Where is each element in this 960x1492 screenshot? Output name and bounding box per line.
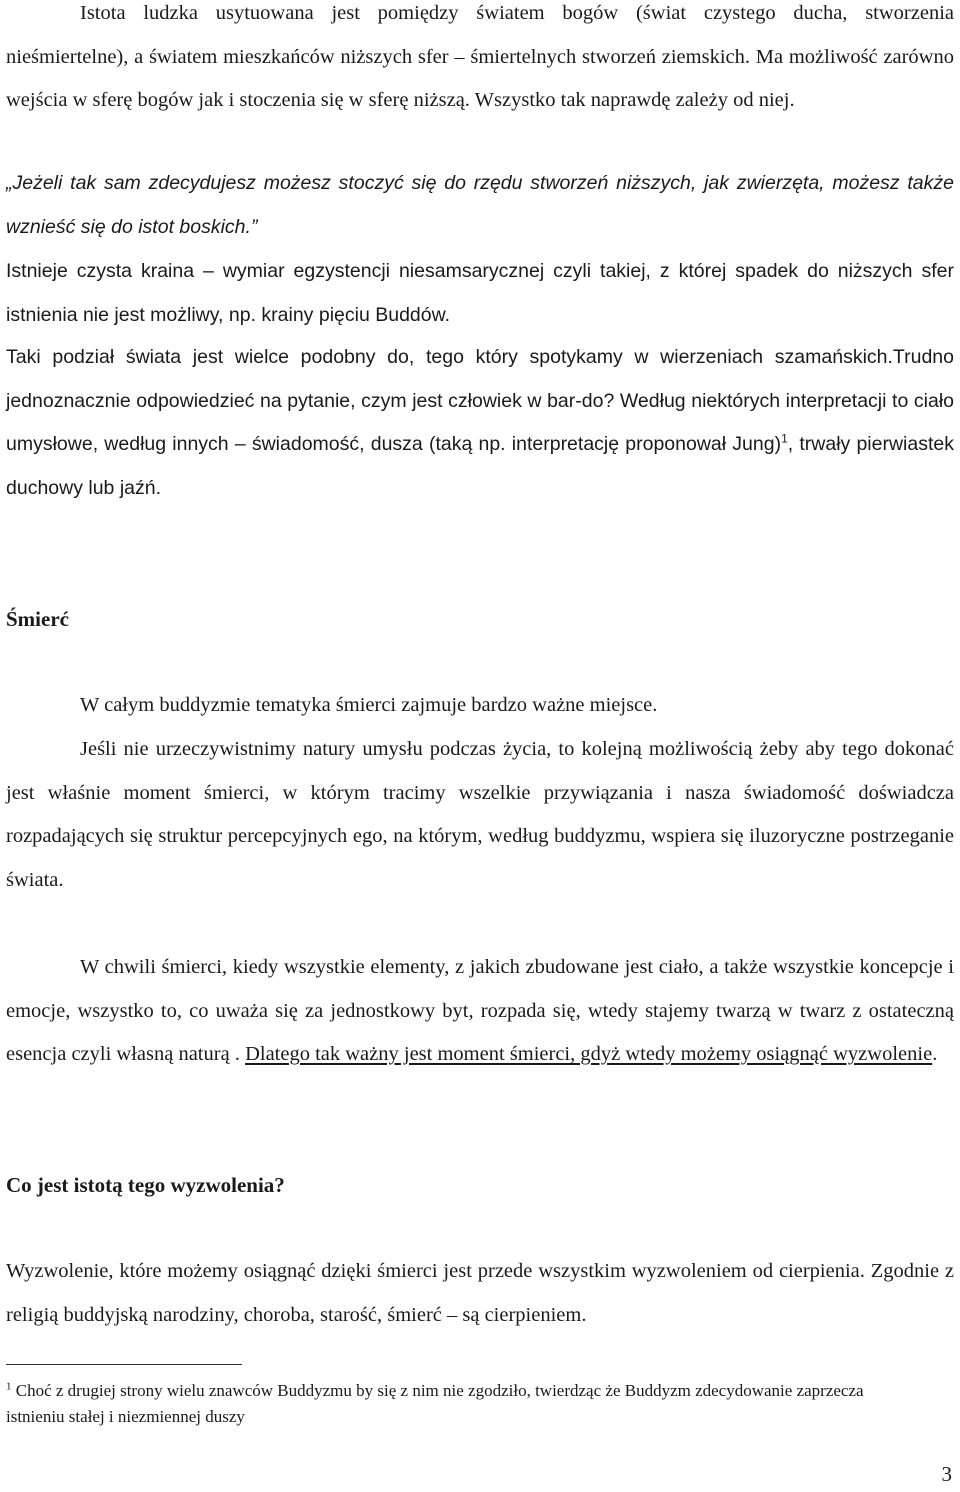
paragraph-bardo-end: , trwały pierwiastek duchowy lub jaźń. — [6, 433, 954, 499]
paragraph-moment-of-death-end: . — [932, 1043, 938, 1065]
paragraph-liberation — [6, 1250, 954, 1337]
section-heading-death: Śmierć — [6, 607, 69, 631]
paragraph-death-intro-text: W całym buddyzmie tematyka śmierci zajmuje bardzo ważne miejsce. — [80, 694, 658, 716]
footnote-divider — [6, 1364, 242, 1365]
paragraph-pure-land — [6, 250, 954, 337]
quote-paragraph — [6, 162, 954, 249]
footnote-number: 1 — [6, 1380, 12, 1393]
paragraph-bardo — [6, 336, 954, 510]
section-heading-liberation: Co jest istotą tego wyzwolenia? — [6, 1173, 285, 1197]
page-number: 3 — [941, 1462, 952, 1486]
paragraph-liberation-text: Wyzwolenie, które możemy osiągnąć dzięki śmierci jest przede wszystkim wyzwoleniem od cierpienia. Zgodnie z religią buddyjską narodziny, choroba, starość, śmierć – są cierpieniem. — [6, 1260, 954, 1326]
footnote-reference[interactable]: 1 — [781, 431, 788, 446]
paragraph-bardo-text: Taki podział świata jest wielce podobny do, tego który spotykamy w wierzeniach szamańskich.Trudno jednoznacznie odpowiedzieć na pytanie, czym jest człowiek w bar-do? Według niektórych interpretacji to ciało umysłowe, według innych – świadomość, dusza (taką np. interpretację proponował Jung) — [6, 346, 954, 455]
underlined-statement: Dlatego tak ważny jest moment śmierci, gdyż wtedy możemy osiągnąć wyzwolenie — [245, 1043, 933, 1065]
footnote-text: Choć z drugiej strony wielu znawców Buddyzmu by się z nim nie zgodziło, twierdząc że Buddyzm zdecydowanie zaprzecza istnieniu stałej i niezmiennej duszy — [6, 1381, 864, 1426]
paragraph-intro-text: Istota ludzka usytuowana jest pomiędzy światem bogów (świat czystego ducha, stworzenia nieśmiertelne), a światem mieszkańców niższych sfer – śmiertelnych stworzeń ziemskich. Ma możliwość zarówno wejścia w sferę bogów jak i stoczenia się w sferę niższą. Wszystko tak naprawdę zależy od niej. — [6, 2, 954, 111]
footnote — [6, 1378, 866, 1430]
paragraph-moment-of-death-text: W chwili śmierci, kiedy wszystkie elementy, z jakich zbudowane jest ciało, a także wszystkie koncepcje i emocje, wszystko to, co uważa się za jednostkowy byt, rozpada się, wtedy stajemy twarzą w twarz z ostateczną esencja czyli własną naturą . — [6, 956, 954, 1065]
quote-text: „Jeżeli tak sam zdecydujesz możesz stoczyć się do rzędu stworzeń niższych, jak zwierzęta, możesz także wznieść się do istot boskich.” — [6, 172, 954, 238]
paragraph-moment-of-death — [6, 946, 954, 1077]
paragraph-death-intro — [80, 684, 954, 728]
paragraph-nature-of-mind-text: Jeśli nie urzeczywistnimy natury umysłu podczas życia, to kolejną możliwością żeby aby tego dokonać jest właśnie moment śmierci, w którym tracimy wszelkie przywiązania i nasza świadomość doświadcza rozpadających się struktur percepcyjnych ego, na którym, według buddyzmu, wspiera się iluzoryczne postrzeganie świata. — [6, 738, 954, 891]
paragraph-intro — [6, 0, 954, 123]
paragraph-pure-land-text: Istnieje czysta kraina – wymiar egzystencji niesamsarycznej czyli takiej, z której spadek do niższych sfer istnienia nie jest możliwy, np. krainy pięciu Buddów. — [6, 260, 954, 326]
paragraph-nature-of-mind — [6, 728, 954, 902]
